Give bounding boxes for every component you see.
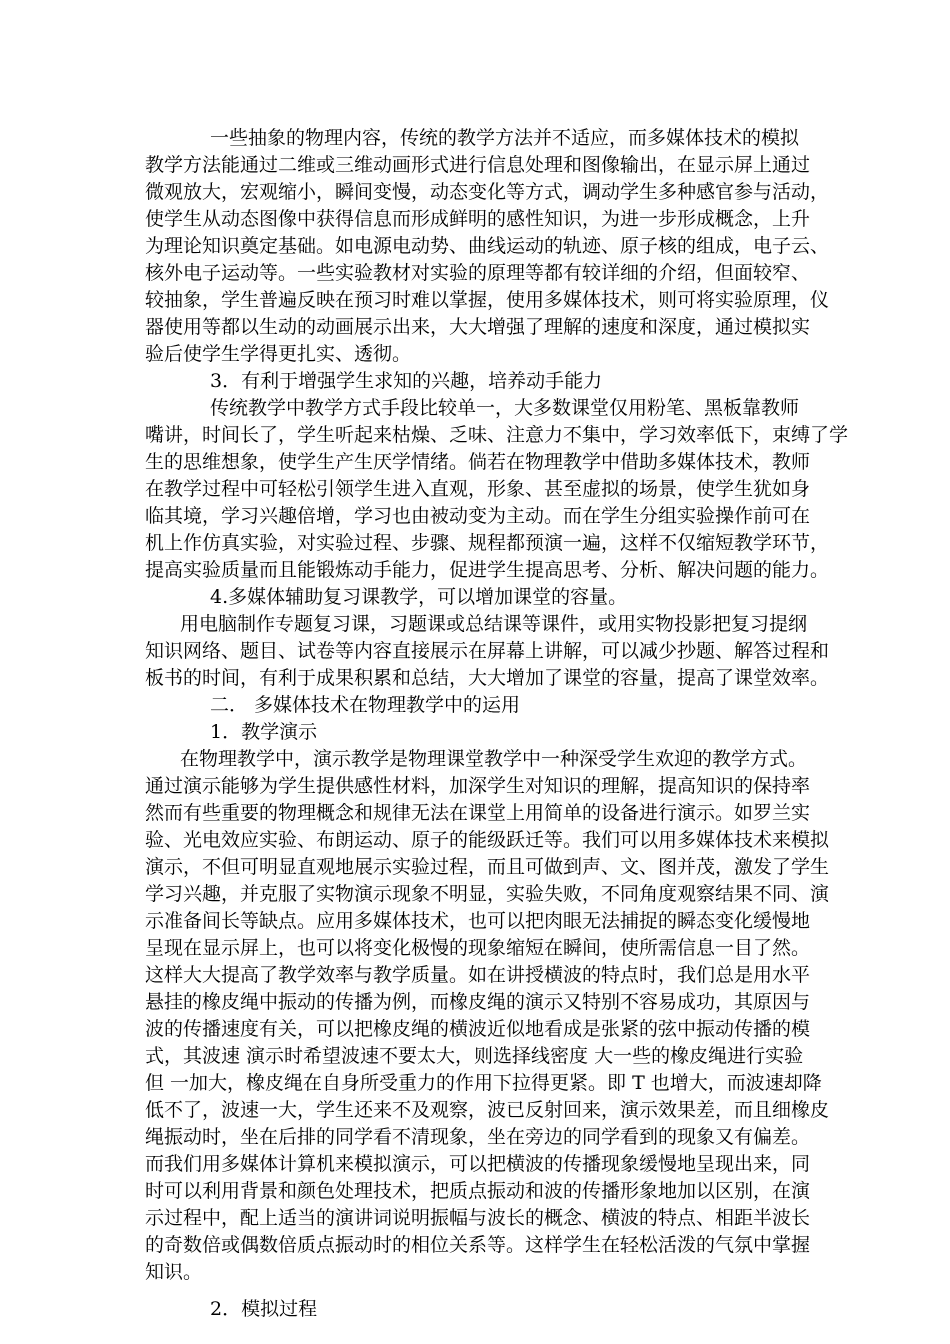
paragraph-line: 式，其波速 演示时希望波速不要太大，则选择线密度 大一些的橡皮绳进行实验	[145, 1045, 804, 1067]
paragraph-line: 为理论知识奠定基础。如电源电动势、曲线运动的轨迹、原子核的组成，电子云、	[145, 235, 830, 257]
paragraph-line: 悬挂的橡皮绳中振动的传播为例，而橡皮绳的演示又特别不容易成功，其原因与	[145, 991, 811, 1013]
paragraph-line: 呈现在显示屏上，也可以将变化极慢的现象缩短在瞬间，使所需信息一目了然。	[145, 937, 811, 959]
paragraph-line: 临其境，学习兴趣倍增，学习也由被动变为主动。而在学生分组实验操作前可在	[145, 505, 811, 527]
paragraph-line: 使学生从动态图像中获得信息而形成鲜明的感性知识，为进一步形成概念，上升	[145, 208, 811, 230]
paragraph-line: 通过演示能够为学生提供感性材料，加深学生对知识的理解，提高知识的保持率	[145, 775, 811, 797]
paragraph-line: 时可以利用背景和颜色处理技术，把质点振动和波的传播形象地加以区别，在演	[145, 1180, 811, 1202]
paragraph-line: 一些抽象的物理内容，传统的教学方法并不适应，而多媒体技术的模拟	[210, 127, 800, 149]
paragraph-line: 嘴讲，时间长了，学生听起来枯燥、乏味、注意力不集中，学习效率低下，束缚了学	[145, 424, 849, 446]
paragraph-line: 验后使学生学得更扎实、透彻。	[145, 343, 412, 365]
paragraph-line: 微观放大，宏观缩小，瞬间变慢，动态变化等方式，调动学生多种感官参与活动，	[145, 181, 830, 203]
section-heading: 3．有利于增强学生求知的兴趣，培养动手能力	[210, 370, 603, 392]
paragraph-line: 示过程中，配上适当的演讲词说明振幅与波长的概念、横波的特点、相距半波长	[145, 1207, 811, 1229]
paragraph-line: 学习兴趣，并克服了实物演示现象不明显，实验失败，不同角度观察结果不同、演	[145, 883, 830, 905]
paragraph-line: 在教学过程中可轻松引领学生进入直观，形象、甚至虚拟的场景，使学生犹如身	[145, 478, 811, 500]
paragraph-line: 演示，不但可明显直观地展示实验过程，而且可做到声、文、图并茂，激发了学生	[145, 856, 830, 878]
paragraph-line: 的奇数倍或偶数倍质点振动时的相位关系等。这样学生在轻松活泼的气氛中掌握	[145, 1234, 811, 1256]
paragraph-line: 传统教学中教学方式手段比较单一，大多数课堂仅用粉笔、黑板靠教师	[210, 397, 800, 419]
paragraph-line: 知识网络、题目、试卷等内容直接展示在屏幕上讲解，可以减少抄题、解答过程和	[145, 640, 830, 662]
section-heading: 4.多媒体辅助复习课教学，可以增加课堂的容量。	[210, 586, 628, 608]
paragraph-line: 提高实验质量而且能锻炼动手能力，促进学生提高思考、分析、解决问题的能力。	[145, 559, 830, 581]
paragraph-line: 低不了，波速一大，学生还来不及观察，波已反射回来，演示效果差，而且细橡皮	[145, 1099, 830, 1121]
paragraph-line: 示准备间长等缺点。应用多媒体技术，也可以把肉眼无法捕捉的瞬态变化缓慢地	[145, 910, 811, 932]
paragraph-line: 验、光电效应实验、布朗运动、原子的能级跃迁等。我们可以用多媒体技术来模拟	[145, 829, 830, 851]
subsection-heading: 2．模拟过程	[210, 1298, 318, 1320]
paragraph-line: 在物理教学中，演示教学是物理课堂教学中一种深受学生欢迎的教学方式。	[180, 748, 808, 770]
paragraph-line: 知识。	[145, 1261, 203, 1283]
paragraph-line: 用电脑制作专题复习课，习题课或总结课等课件，或用实物投影把复习提纲	[180, 613, 808, 635]
paragraph-line: 核外电子运动等。一些实验教材对实验的原理等都有较详细的介绍，但面较窄、	[145, 262, 811, 284]
paragraph-line: 生的思维想象，使学生产生厌学情绪。倘若在物理教学中借助多媒体技术，教师	[145, 451, 811, 473]
subsection-heading: 1．教学演示	[210, 721, 318, 743]
paragraph-line: 板书的时间，有利于成果积累和总结，大大增加了课堂的容量，提高了课堂效率。	[145, 667, 830, 689]
paragraph-line: 绳振动时，坐在后排的同学看不清现象，坐在旁边的同学看到的现象又有偏差。	[145, 1126, 811, 1148]
paragraph-line: 教学方法能通过二维或三维动画形式进行信息处理和图像输出，在显示屏上通过	[145, 154, 811, 176]
paragraph-line: 较抽象，学生普遍反映在预习时难以掌握，使用多媒体技术，则可将实验原理，仪	[145, 289, 830, 311]
paragraph-line: 但 一加大，橡皮绳在自身所受重力的作用下拉得更紧。即 T 也增大，而波速却降	[145, 1072, 822, 1094]
paragraph-line: 波的传播速度有关，可以把橡皮绳的横波近似地看成是张紧的弦中振动传播的模	[145, 1018, 811, 1040]
paragraph-line: 机上作仿真实验，对实验过程、步骤、规程都预演一遍，这样不仅缩短教学环节，	[145, 532, 830, 554]
paragraph-line: 器使用等都以生动的动画展示出来，大大增强了理解的速度和深度，通过模拟实	[145, 316, 811, 338]
section-heading: 二． 多媒体技术在物理教学中的运用	[210, 694, 521, 716]
paragraph-line: 而我们用多媒体计算机来模拟演示，可以把横波的传播现象缓慢地呈现出来，同	[145, 1153, 811, 1175]
paragraph-line: 然而有些重要的物理概念和规律无法在课堂上用简单的设备进行演示。如罗兰实	[145, 802, 811, 824]
paragraph-line: 这样大大提高了教学效率与教学质量。如在讲授横波的特点时，我们总是用水平	[145, 964, 811, 986]
